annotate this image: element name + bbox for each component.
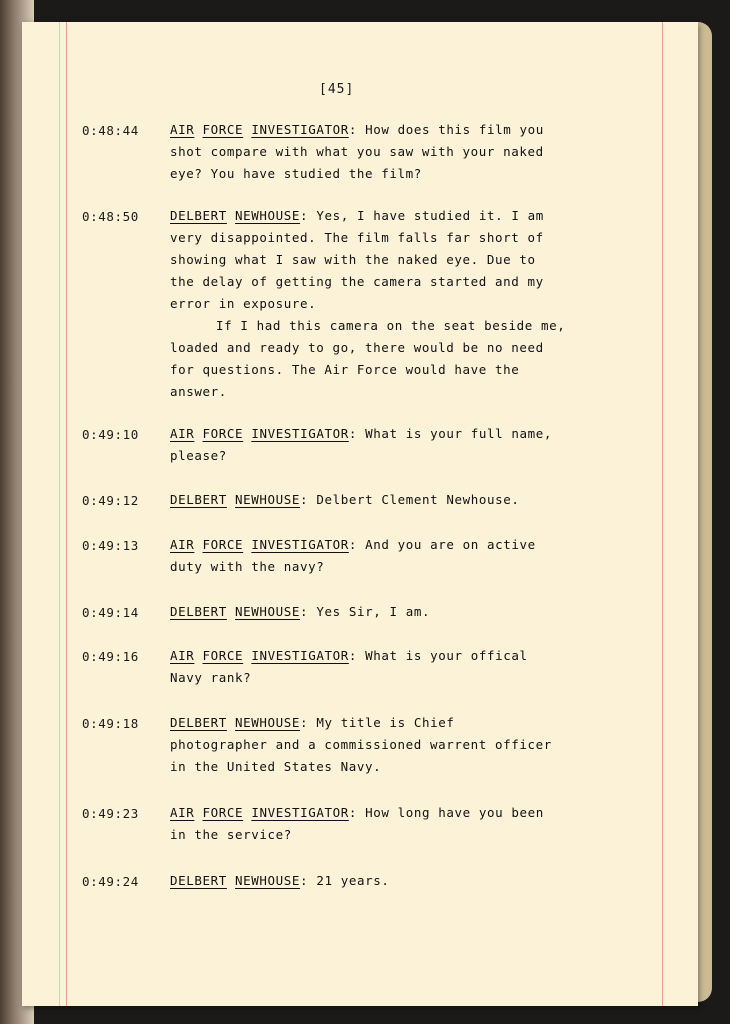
timestamp: 0:49:12 [82, 493, 139, 508]
entry-text: DELBERT NEWHOUSE: My title is Chief photographer and a commissioned warrent officer in the United States Navy. [170, 715, 552, 774]
timestamp: 0:48:50 [82, 209, 139, 224]
timestamp: 0:49:18 [82, 716, 139, 731]
text-line: please? [170, 448, 227, 463]
speaker-word: AIR [170, 648, 195, 663]
text-line: Delbert Clement Newhouse. [316, 492, 520, 507]
text-line: My title is Chief [316, 715, 455, 730]
speaker-word: INVESTIGATOR [251, 805, 349, 820]
entry-text: AIR FORCE INVESTIGATOR: What is your full name, please? [170, 426, 552, 463]
entry-text: AIR FORCE INVESTIGATOR: What is your offical Navy rank? [170, 648, 528, 685]
entry-text: DELBERT NEWHOUSE: Delbert Clement Newhouse. [170, 492, 520, 507]
transcript-page [22, 22, 698, 1006]
entry-text: AIR FORCE INVESTIGATOR: How does this film you shot compare with what you saw with your naked eye? You have studied the film? [170, 122, 544, 181]
entry-text: DELBERT NEWHOUSE: 21 years. [170, 873, 390, 888]
speaker-word: INVESTIGATOR [251, 122, 349, 137]
text-line: very disappointed. The film falls far short of [170, 230, 544, 245]
text-line: the delay of getting the camera started and my [170, 274, 544, 289]
text-line: showing what I saw with the naked eye. Due to [170, 252, 536, 267]
margin-rule-left [66, 22, 67, 1006]
timestamp: 0:49:16 [82, 649, 139, 664]
text-line: Yes, I have studied it. I am [316, 208, 544, 223]
timestamp: 0:49:10 [82, 427, 139, 442]
speaker-word: NEWHOUSE [235, 208, 301, 223]
speaker-word: AIR [170, 122, 195, 137]
timestamp: 0:49:13 [82, 538, 139, 553]
text-line: answer. [170, 384, 227, 399]
entry-text: AIR FORCE INVESTIGATOR: And you are on active duty with the navy? [170, 537, 536, 574]
text-line: How long have you been [365, 805, 544, 820]
text-line: eye? You have studied the film? [170, 166, 422, 181]
text-line: duty with the navy? [170, 559, 325, 574]
speaker-word: DELBERT [170, 873, 227, 888]
timestamp: 0:49:14 [82, 605, 139, 620]
text-line: And you are on active [365, 537, 536, 552]
speaker-word: INVESTIGATOR [251, 426, 349, 441]
speaker-word: DELBERT [170, 492, 227, 507]
speaker-word: DELBERT [170, 208, 227, 223]
text-line: 21 years. [316, 873, 390, 888]
text-line: If I had this camera on the seat beside me, [216, 318, 566, 333]
text-line: How does this film you [365, 122, 544, 137]
speaker-word: DELBERT [170, 715, 227, 730]
speaker-word: DELBERT [170, 604, 227, 619]
text-line: shot compare with what you saw with your naked [170, 144, 544, 159]
page-number: [45] [319, 82, 355, 97]
speaker-word: INVESTIGATOR [251, 537, 349, 552]
text-line: loaded and ready to go, there would be no need [170, 340, 544, 355]
speaker-word: FORCE [202, 805, 244, 820]
text-line: in the United States Navy. [170, 759, 382, 774]
speaker-word: AIR [170, 805, 195, 820]
text-line: for questions. The Air Force would have the [170, 362, 520, 377]
speaker-word: FORCE [202, 648, 244, 663]
margin-rule-left-inner [59, 22, 60, 1006]
text-line: What is your offical [365, 648, 528, 663]
entry-text: DELBERT NEWHOUSE: Yes, I have studied it. I am very disappointed. The film falls far short of showing what I saw with the naked eye. Due to the delay of getting the camera started and my error in exposure. If I had this camera on the seat beside me, loaded and ready to go, there would be no need for questions. The Air Force would have the answer. [170, 208, 566, 399]
speaker-word: FORCE [202, 537, 244, 552]
speaker-word: INVESTIGATOR [251, 648, 349, 663]
text-line: Yes Sir, I am. [316, 604, 431, 619]
entry-text: DELBERT NEWHOUSE: Yes Sir, I am. [170, 604, 431, 619]
speaker-word: FORCE [202, 122, 244, 137]
text-line: photographer and a commissioned warrent officer [170, 737, 552, 752]
speaker-word: AIR [170, 426, 195, 441]
speaker-word: NEWHOUSE [235, 492, 301, 507]
timestamp: 0:48:44 [82, 123, 139, 138]
text-line: error in exposure. [170, 296, 317, 311]
timestamp: 0:49:24 [82, 874, 139, 889]
speaker-word: NEWHOUSE [235, 873, 301, 888]
timestamp: 0:49:23 [82, 806, 139, 821]
speaker-word: NEWHOUSE [235, 715, 301, 730]
entry-text: AIR FORCE INVESTIGATOR: How long have you been in the service? [170, 805, 544, 842]
text-line: in the service? [170, 827, 292, 842]
speaker-word: NEWHOUSE [235, 604, 301, 619]
speaker-word: AIR [170, 537, 195, 552]
text-line: What is your full name, [365, 426, 552, 441]
margin-rule-right [662, 22, 663, 1006]
text-line: Navy rank? [170, 670, 252, 685]
speaker-word: FORCE [202, 426, 244, 441]
